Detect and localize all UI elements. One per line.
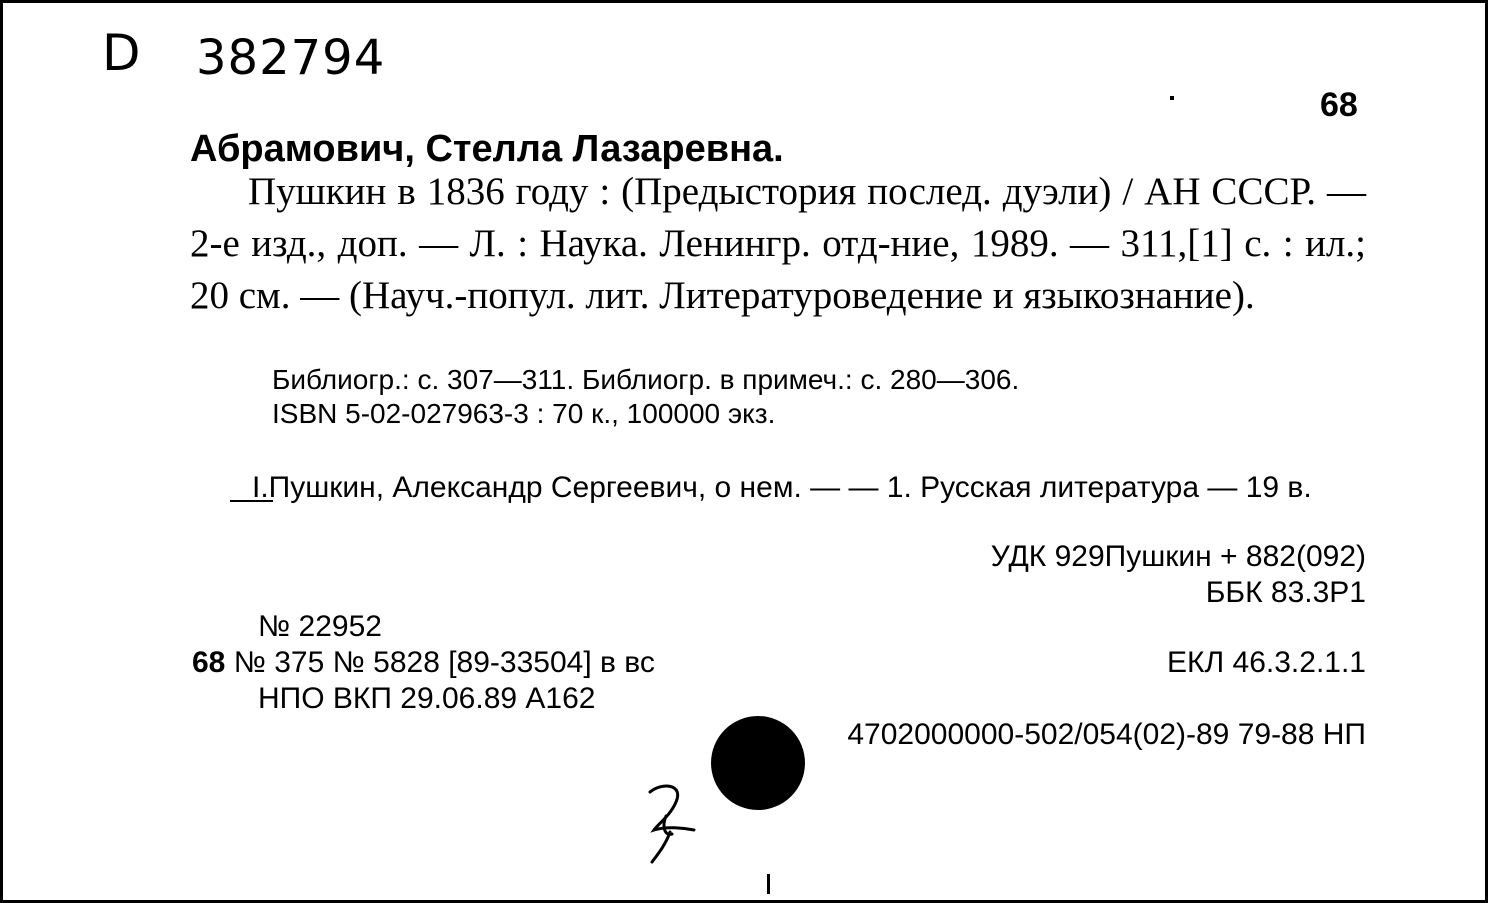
catalog-code: 4702000000-502/054(02)-89 79-88 НП <box>847 718 1366 751</box>
ekl-code: ЕКЛ 46.3.2.1.1 <box>1167 646 1366 679</box>
handwritten-initial <box>636 776 706 866</box>
punch-hole <box>711 716 805 810</box>
corner-number: 68 <box>1320 86 1358 124</box>
publisher-line: НПО ВКП 29.06.89 А162 <box>258 682 596 715</box>
bibliographic-description: Пушкин в 1836 году : (Предыстория послед. дуэли) / АН СССР. — 2-е изд., доп. — Л. : Наука. Ленингр. отд-ние, 1989. — 311,[1] с. : ил.; 20 см. — (Науч.-попул. лит. Литературоведение и языкознание). <box>190 170 1366 317</box>
handwritten-mark: D <box>102 24 141 82</box>
order-line <box>192 648 655 678</box>
order-text: № 375 № 5828 [89-33504] в вс <box>233 646 655 679</box>
tracing-number: I. <box>252 471 269 504</box>
ink-speck <box>1170 96 1174 100</box>
tracing-text: Пушкин, Александр Сергеевич, о нем. — — 1. Русская литература — 19 в. <box>268 471 1312 504</box>
order-prefix: 68 <box>192 646 226 679</box>
isbn-note: ISBN 5-02-027963-3 : 70 к., 100000 экз. <box>272 398 776 429</box>
author-heading: Абрамович, Стелла Лазаревна. <box>190 128 784 170</box>
udc-code: УДК 929Пушкин + 882(092) <box>990 540 1366 573</box>
accession-number: № 22952 <box>258 610 382 643</box>
bibliography-note: Библиогр.: с. 307—311. Библиогр. в примеч.: с. 280—306. <box>272 364 1020 395</box>
bbk-code: ББК 83.3Р1 <box>1205 576 1366 609</box>
bottom-tick <box>767 874 770 894</box>
tracings <box>190 470 1366 506</box>
inventory-number: 382794 <box>196 30 386 86</box>
